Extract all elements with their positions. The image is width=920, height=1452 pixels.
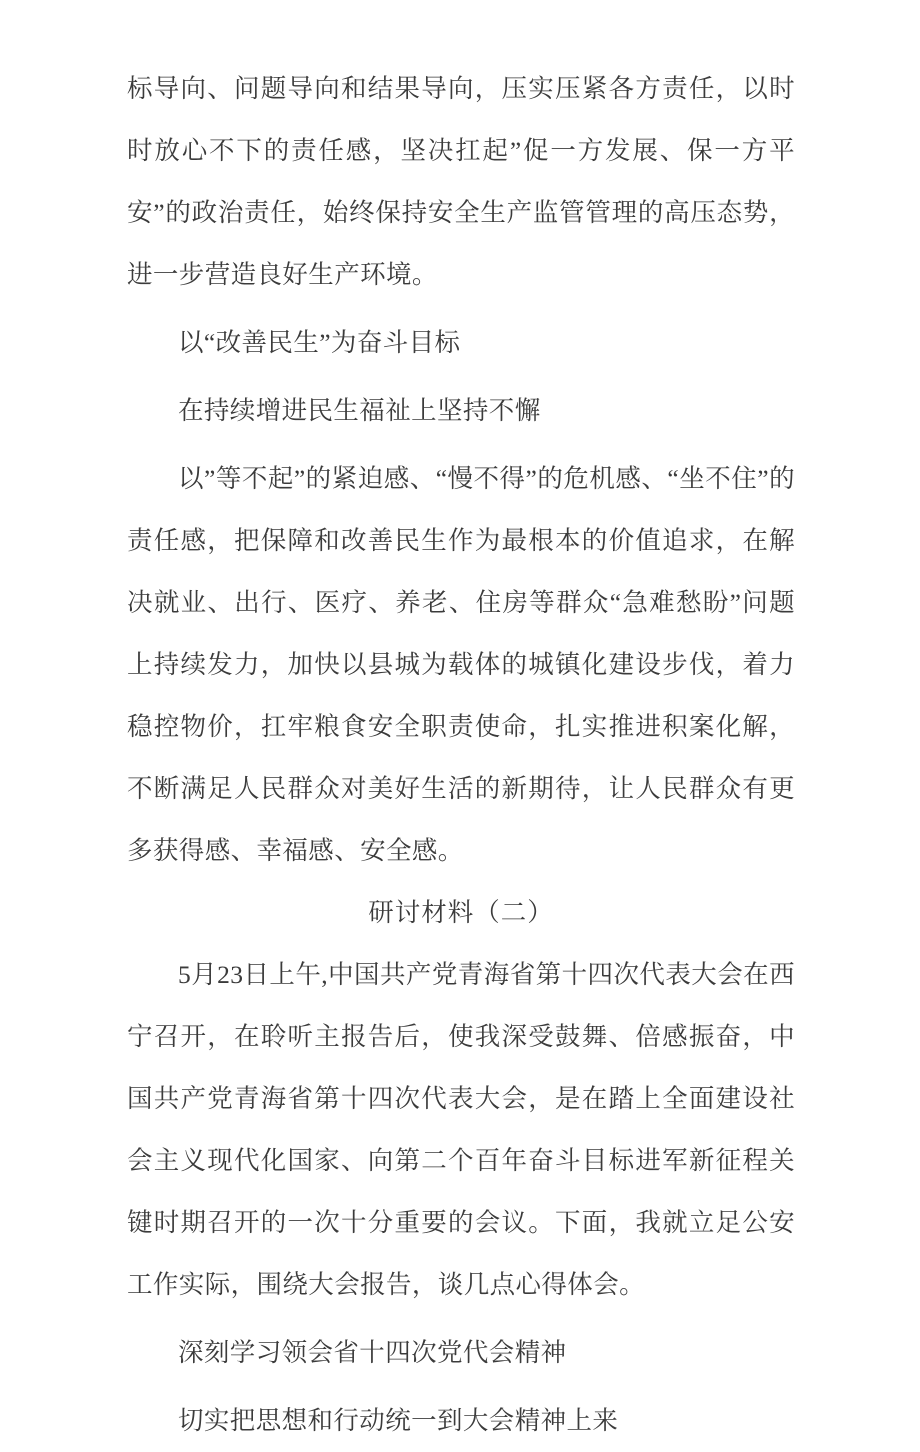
body-paragraph-livelihood: 以”等不起”的紧迫感、“慢不得”的危机感、“坐不住”的责任感，把保障和改善民生作为最根本的价值追求，在解决就业、出行、医疗、养老、住房等群众“急难愁盼”问题上持续发力，加快以县城为载体的城镇化建设步伐，着力稳控物价，扛牢粮食安全职责使命，扎实推进积案化解，不断满足人民群众对美好生活的新期待，让人民群众有更多获得感、幸福感、安全感。: [127, 464, 795, 865]
continuation-paragraph: 标导向、问题导向和结果导向，压实压紧各方责任，以时时放心不下的责任感，坚决扛起”促一方发展、保一方平安”的政治责任，始终保持安全生产监管管理的高压态势，进一步营造良好生产环境。: [127, 74, 795, 289]
subheading-improve-livelihood: 以“改善民生”为奋斗目标: [178, 328, 461, 357]
body-paragraph-congress: 5月23日上午,中国共产党青海省第十四次代表大会在西宁召开，在聆听主报告后，使我深受鼓舞、倍感振奋，中国共产党青海省第十四次代表大会，是在踏上全面建设社会主义现代化国家、向第二个百年奋斗目标进军新征程关键时期召开的一次十分重要的会议。下面，我就立足公安工作实际，围绕大会报告，谈几点心得体会。: [127, 960, 795, 1299]
section-title-discussion-material-two: 研讨材料（二）: [368, 898, 554, 927]
subheading-persistent-welfare: 在持续增进民生福祉上坚持不懈: [178, 396, 541, 425]
subheading-unify-thought-action: 切实把思想和行动统一到大会精神上来: [178, 1406, 619, 1435]
subheading-study-congress-spirit: 深刻学习领会省十四次党代会精神: [178, 1338, 567, 1367]
document-body: [127, 58, 795, 1452]
